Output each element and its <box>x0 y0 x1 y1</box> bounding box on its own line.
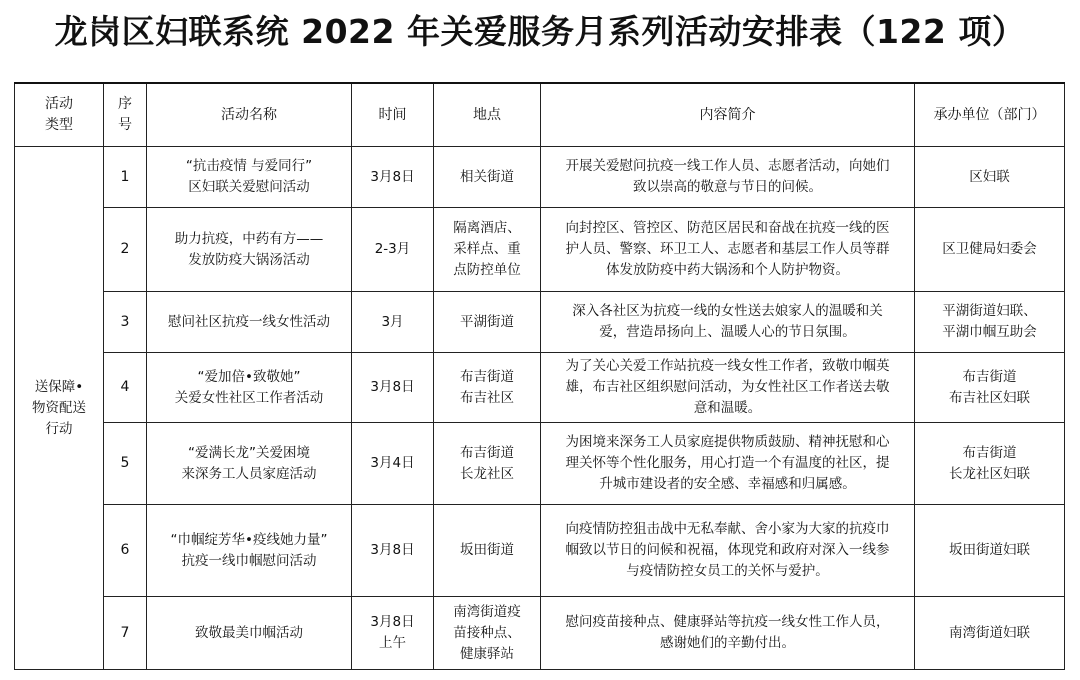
place-line: 采样点、重 <box>453 241 521 257</box>
content-cell <box>541 505 915 597</box>
place-cell <box>434 423 541 505</box>
content-line: 与疫情防控女员工的关怀与爱护。 <box>626 563 829 579</box>
content-line: 感谢她们的辛勤付出。 <box>660 635 795 651</box>
time-line: 3月4日 <box>370 455 415 471</box>
seq-cell: 6 <box>104 505 147 597</box>
content-cell <box>541 292 915 353</box>
activity-name-line: “爱加倍•致敬她” <box>197 368 301 385</box>
time-line: 3月8日 <box>370 379 415 395</box>
content-line: 雄，布吉社区组织慰问活动，为女性社区工作者送去敬 <box>565 379 890 395</box>
organizer-line: 长龙社区妇联 <box>949 465 1030 482</box>
table-body <box>15 147 1065 670</box>
activity-name-cell <box>147 505 352 597</box>
place-cell <box>434 292 541 353</box>
organizer-cell <box>915 353 1065 423</box>
place-cell <box>434 147 541 208</box>
content-line: 意和温暖。 <box>693 400 762 416</box>
seq-cell: 2 <box>104 208 147 292</box>
place-line: 隔离酒店、 <box>453 220 521 236</box>
activity-name-line: “巾帼绽芳华•疫线她力量” <box>170 531 328 548</box>
content-line: 护人员、警察、环卫工人、志愿者和基层工作人员等群 <box>565 241 890 257</box>
table-row <box>15 208 1065 292</box>
content-cell <box>541 147 915 208</box>
activity-type-cell <box>15 147 104 670</box>
activity-name-line: 发放防疫大锅汤活动 <box>188 251 310 268</box>
time-line: 3月8日 <box>370 168 415 185</box>
organizer-cell <box>915 208 1065 292</box>
place-line: 相关街道 <box>460 168 514 185</box>
header-organizer: 承办单位（部门） <box>915 83 1065 147</box>
activity-name-line: “爱满长龙”关爱困境 <box>188 444 310 461</box>
place-line: 坂田街道 <box>460 542 514 558</box>
seq-cell: 1 <box>104 147 147 208</box>
activity-type-line: 物资配送 <box>32 399 86 416</box>
header-type-line: 类型 <box>45 117 73 133</box>
time-cell <box>352 353 434 423</box>
place-line: 南湾街道疫 <box>453 603 521 620</box>
content-cell <box>541 597 915 670</box>
content-line: 开展关爱慰问抗疫一线工作人员、志愿者活动，向她们 <box>565 158 890 174</box>
place-line: 平湖街道 <box>460 313 514 330</box>
content-line: 慰问疫苗接种点、健康驿站等抗疫一线女性工作人员， <box>565 614 890 630</box>
activity-schedule-table <box>14 82 1065 670</box>
activity-name-line: 抗疫一线巾帼慰问活动 <box>181 552 317 569</box>
organizer-cell <box>915 147 1065 208</box>
activity-name-cell <box>147 292 352 353</box>
organizer-cell <box>915 292 1065 353</box>
time-line: 3月8日 <box>370 542 415 558</box>
content-cell <box>541 208 915 292</box>
activity-name-cell <box>147 597 352 670</box>
content-cell <box>541 353 915 423</box>
header-content: 内容简介 <box>541 83 915 147</box>
organizer-line: 布吉街道 <box>962 444 1017 461</box>
organizer-cell <box>915 505 1065 597</box>
organizer-cell <box>915 597 1065 670</box>
table-row <box>15 292 1065 353</box>
header-activity-type <box>15 83 104 147</box>
content-line: 体发放防疫中药大锅汤和个人防护物资。 <box>606 262 849 278</box>
table-row <box>15 597 1065 670</box>
header-seq <box>104 83 147 147</box>
organizer-line: 坂田街道妇联 <box>949 542 1030 558</box>
header-row <box>15 83 1065 147</box>
organizer-line: 平湖街道妇联、 <box>942 303 1037 319</box>
time-line: 上午 <box>379 635 406 651</box>
activity-name-line: “抗击疫情 与爱同行” <box>185 158 313 174</box>
time-cell <box>352 423 434 505</box>
activity-name-line: 来深务工人员家庭活动 <box>181 465 317 482</box>
table-row <box>15 147 1065 208</box>
time-cell <box>352 292 434 353</box>
place-line: 健康驿站 <box>460 645 514 662</box>
activity-name-line: 致敬最美巾帼活动 <box>195 624 303 641</box>
activity-type-line: 送保障• <box>34 378 84 395</box>
header-type-line: 活动 <box>45 96 73 112</box>
content-cell <box>541 423 915 505</box>
place-cell <box>434 353 541 423</box>
time-cell <box>352 208 434 292</box>
header-place: 地点 <box>434 83 541 147</box>
content-line: 升城市建设者的安全感、幸福感和归属感。 <box>599 476 856 492</box>
place-line: 点防控单位 <box>453 262 521 278</box>
time-line: 3月8日 <box>370 614 415 630</box>
header-time: 时间 <box>352 83 434 147</box>
content-line: 向封控区、管控区、防范区居民和奋战在抗疫一线的医 <box>565 220 890 236</box>
header-seq-line: 号 <box>118 117 132 133</box>
organizer-line: 布吉社区妇联 <box>949 389 1030 406</box>
place-cell <box>434 597 541 670</box>
activity-name-cell <box>147 353 352 423</box>
activity-name-line: 慰问社区抗疫一线女性活动 <box>168 313 330 330</box>
place-line: 布吉社区 <box>460 389 514 406</box>
place-cell <box>434 505 541 597</box>
table-row <box>15 505 1065 597</box>
place-line: 长龙社区 <box>460 465 514 482</box>
time-line: 2-3月 <box>374 241 411 257</box>
content-line: 向疫情防控狙击战中无私奉献、舍小家为大家的抗疫巾 <box>565 521 890 537</box>
seq-cell: 4 <box>104 353 147 423</box>
seq-cell: 3 <box>104 292 147 353</box>
time-cell <box>352 505 434 597</box>
place-cell <box>434 208 541 292</box>
place-line: 布吉街道 <box>460 444 514 461</box>
place-line: 苗接种点、 <box>453 624 521 641</box>
content-line: 致以崇高的敬意与节日的问候。 <box>633 179 822 195</box>
page-title: 龙岗区妇联系统 2022 年关爱服务月系列活动安排表（122 项） <box>54 12 1026 51</box>
organizer-line: 平湖巾帼互助会 <box>942 324 1037 340</box>
activity-name-line: 区妇联关爱慰问活动 <box>188 179 310 195</box>
activity-type-line: 行动 <box>45 420 73 437</box>
header-seq-line: 序 <box>118 96 132 112</box>
organizer-line: 区卫健局妇委会 <box>942 241 1037 257</box>
organizer-line: 南湾街道妇联 <box>949 624 1030 641</box>
time-line: 3月 <box>381 313 404 330</box>
time-cell <box>352 597 434 670</box>
header-activity-name: 活动名称 <box>147 83 352 147</box>
content-line: 深入各社区为抗疫一线的女性送去娘家人的温暖和关 <box>572 303 883 319</box>
table-row <box>15 423 1065 505</box>
seq-cell: 5 <box>104 423 147 505</box>
content-line: 为了关心关爱工作站抗疫一线女性工作者，致敬巾帼英 <box>565 358 890 374</box>
content-line: 理关怀等个性化服务，用心打造一个有温度的社区，提 <box>565 455 890 471</box>
content-line: 为困境来深务工人员家庭提供物质鼓励、精神抚慰和心 <box>565 434 890 450</box>
content-line: 爱，营造昂扬向上、温暖人心的节日氛围。 <box>599 324 856 340</box>
time-cell <box>352 147 434 208</box>
activity-name-cell <box>147 208 352 292</box>
table-row <box>15 353 1065 423</box>
seq-cell: 7 <box>104 597 147 670</box>
organizer-line: 区妇联 <box>969 168 1010 185</box>
activity-name-line: 助力抗疫，中药有方—— <box>174 230 324 247</box>
organizer-line: 布吉街道 <box>962 368 1017 385</box>
content-line: 帼致以节日的问候和祝福，体现党和政府对深入一线参 <box>565 542 890 558</box>
activity-name-cell <box>147 147 352 208</box>
organizer-cell <box>915 423 1065 505</box>
place-line: 布吉街道 <box>460 368 514 385</box>
activity-name-cell <box>147 423 352 505</box>
activity-name-line: 关爱女性社区工作者活动 <box>174 389 324 406</box>
